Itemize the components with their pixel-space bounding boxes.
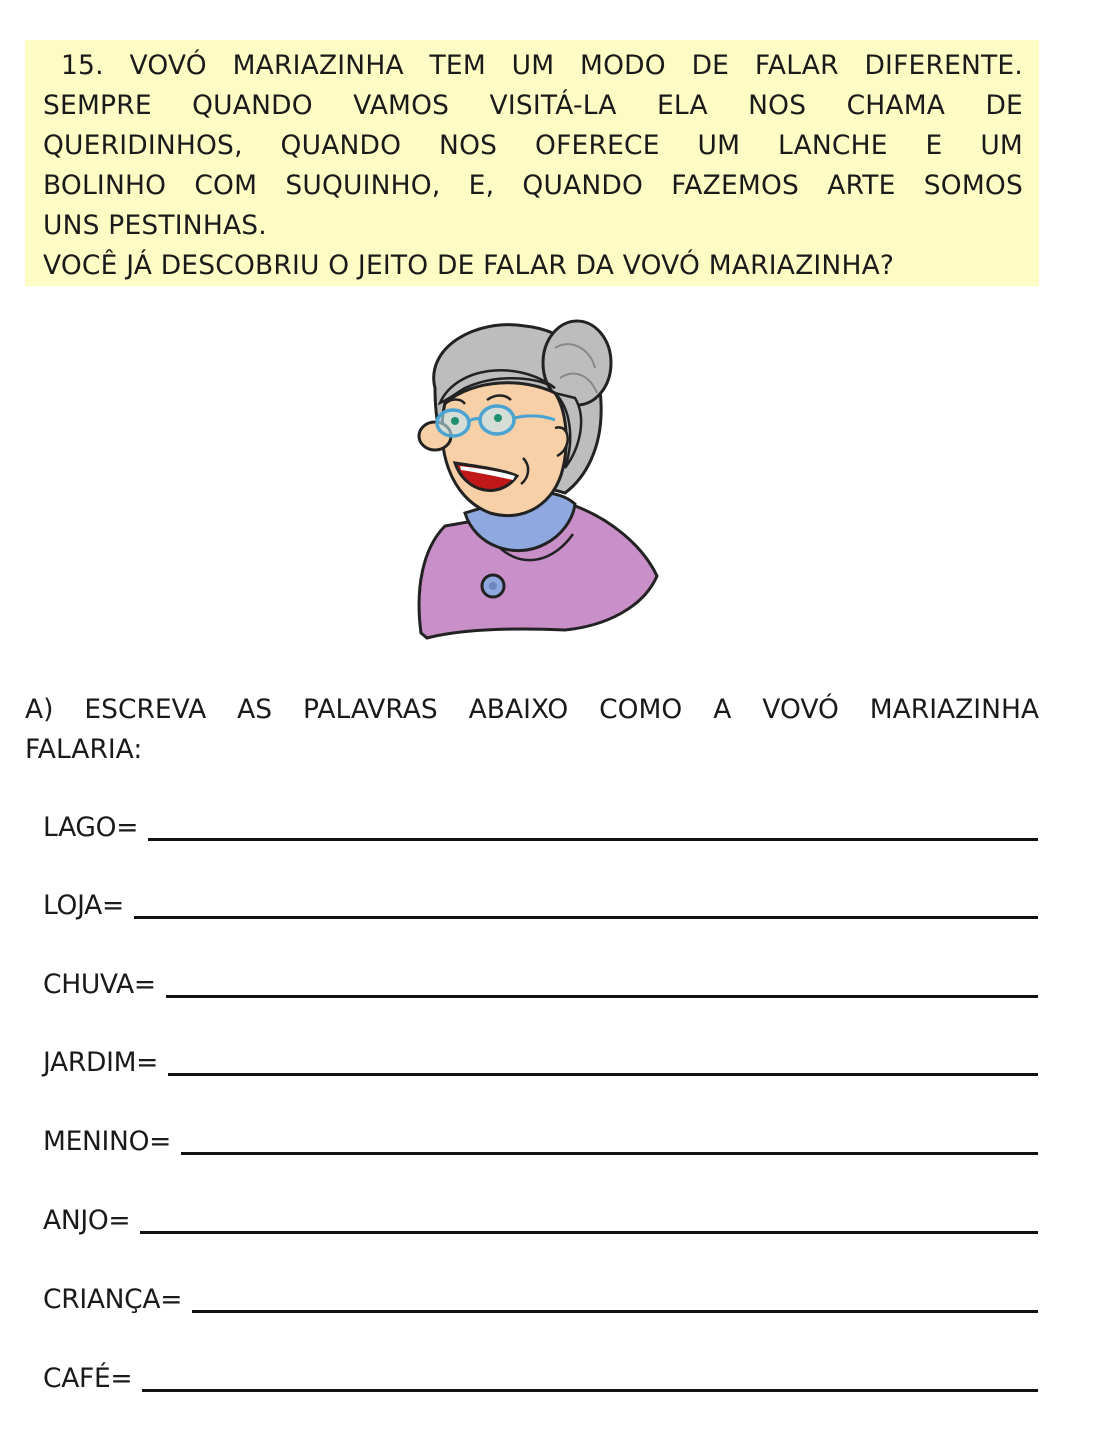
instruction-line: A) ESCREVA AS PALAVRAS ABAIXO COMO A VOVÓ MARIAZINHA bbox=[25, 694, 1039, 725]
word-row-jardim bbox=[43, 1039, 1038, 1079]
word-label: JARDIM= bbox=[43, 1047, 159, 1078]
word-label: LOJA= bbox=[43, 890, 124, 921]
instruction-line: FALARIA: bbox=[25, 734, 143, 765]
word-row-menino bbox=[43, 1118, 1038, 1158]
intro-line: BOLINHO COM SUQUINHO, E, QUANDO FAZEMOS ARTE SOMOS bbox=[43, 170, 1023, 201]
word-label: CHUVA= bbox=[43, 969, 156, 1000]
word-label: CRIANÇA= bbox=[43, 1284, 183, 1315]
intro-line: UNS PESTINHAS. bbox=[43, 210, 267, 241]
answer-line[interactable] bbox=[134, 916, 1038, 919]
word-row-chuva bbox=[43, 961, 1038, 1001]
intro-line: QUERIDINHOS, QUANDO NOS OFERECE UM LANCHE E UM bbox=[43, 130, 1023, 161]
word-row-lago bbox=[43, 804, 1038, 844]
word-row-crianca bbox=[43, 1276, 1038, 1316]
word-label: MENINO= bbox=[43, 1126, 172, 1157]
word-row-anjo bbox=[43, 1197, 1038, 1237]
answer-line[interactable] bbox=[140, 1231, 1038, 1234]
grandmother-illustration bbox=[405, 308, 665, 643]
word-label: CAFÉ= bbox=[43, 1363, 133, 1394]
answer-line[interactable] bbox=[166, 995, 1038, 998]
question-intro-box bbox=[25, 40, 1039, 286]
intro-line: 15. VOVÓ MARIAZINHA TEM UM MODO DE FALAR DIFERENTE. bbox=[61, 50, 1023, 81]
intro-question: VOCÊ JÁ DESCOBRIU O JEITO DE FALAR DA VOVÓ MARIAZINHA? bbox=[43, 250, 895, 281]
answer-line[interactable] bbox=[192, 1310, 1038, 1313]
word-label: ANJO= bbox=[43, 1205, 131, 1236]
face-shape bbox=[442, 383, 566, 516]
word-label: LAGO= bbox=[43, 812, 139, 843]
answer-line[interactable] bbox=[142, 1389, 1038, 1392]
answer-line[interactable] bbox=[181, 1152, 1038, 1155]
answer-line[interactable] bbox=[148, 838, 1038, 841]
word-row-loja bbox=[43, 882, 1038, 922]
word-row-cafe bbox=[43, 1355, 1038, 1395]
intro-line: SEMPRE QUANDO VAMOS VISITÁ-LA ELA NOS CHAMA DE bbox=[43, 90, 1023, 121]
instruction bbox=[25, 690, 1039, 770]
answer-line[interactable] bbox=[168, 1073, 1038, 1076]
